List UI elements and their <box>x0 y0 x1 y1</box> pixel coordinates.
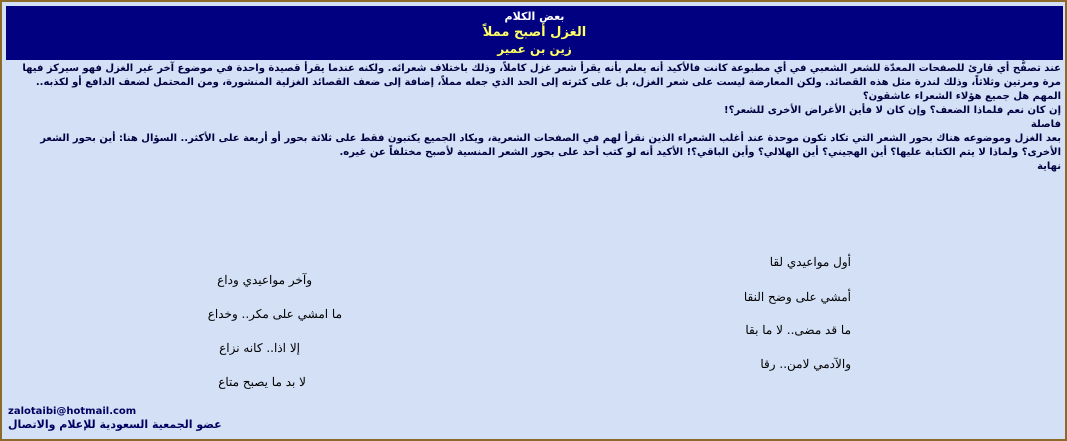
section-label: فاصلة <box>1030 119 1061 130</box>
poem-verse-left: لا بد ما يصبح متاع <box>218 375 306 389</box>
article-paragraph: بعد الغزل وموضوعه هناك بحور الشعر التي تكاد تكون موحدة عند أغلب الشعراء الذين نقرأ لهم في الصفحات الشعرية، ويكاد الجميع يكتبون فقط على ثلاثة بحور أو أربعة على الأكثر.. السؤال هنا: أين بحور الشعر الأخرى؟ ولماذا لا يتم الكتابة عليها؟ أين الهجيني؟ أين الهلالي؟ وأين الباقي؟! الأكيد أنه لو كتب أحد على بحور الشعر المنسية لأصبح مختلفاً عن غيره. <box>40 133 1061 158</box>
column-name: بعض الكلام <box>504 10 565 23</box>
poem-verse-left: ما امشي على مكر.. وخداع <box>207 307 342 321</box>
poem-verse-right: والآدمي لامن.. رقا <box>760 357 851 371</box>
section-label: نهاية <box>1037 161 1061 172</box>
article-header <box>6 6 1063 60</box>
author-name: زين بن عمير <box>497 42 572 56</box>
poem-verse-right: أمشي على وضح النقا <box>743 290 851 304</box>
author-affiliation: عضو الجمعية السعودية للإعلام والاتصال <box>8 418 222 431</box>
article-title: الغزل أصبح مملاً <box>482 25 587 40</box>
poem-verse-left: وآخر مواعيدي وداع <box>217 273 312 287</box>
poem-verse-left: إلا اذا.. كانه نزاع <box>219 341 300 355</box>
article-body <box>6 62 1061 174</box>
poem-verse-right: أول مواعيدي لقا <box>769 255 851 269</box>
author-email-link[interactable]: zalotaibi@hotmail.com <box>8 406 137 417</box>
poem-verse-right: ما قد مضى.. لا ما بقا <box>745 323 851 337</box>
article-paragraph: عند تصفُّح أي قارئ للصفحات المعدّة للشعر الشعبي في أي مطبوعة كانت فالأكيد أنه يعلم بأنه يقرأ شعر غزل كاملاً، وذلك باختلاف شعرائه. ولكنه عندما يقرأ قصيدة واحدة في موضوع آخر غير الغزل فهو سيركز فيها مرة ومرتين وثلاثاً، وذلك لندرة مثل هذه القصائد. ولكن المعارضة ليست على شعر الغزل، بل على كثرته إلى الحد الذي جعله مملاً، إضافة إلى ضعف القصائد الغزلية المنشورة، ومن المحتمل لضعف الدافع أو لكذبه.. المهم هل جميع هؤلاء الشعراء عاشقون؟ <box>22 63 1061 102</box>
article-paragraph: إن كان نعم فلماذا الضعف؟ وإن كان لا فأين الأغراض الأخرى للشعر؟! <box>724 105 1061 116</box>
